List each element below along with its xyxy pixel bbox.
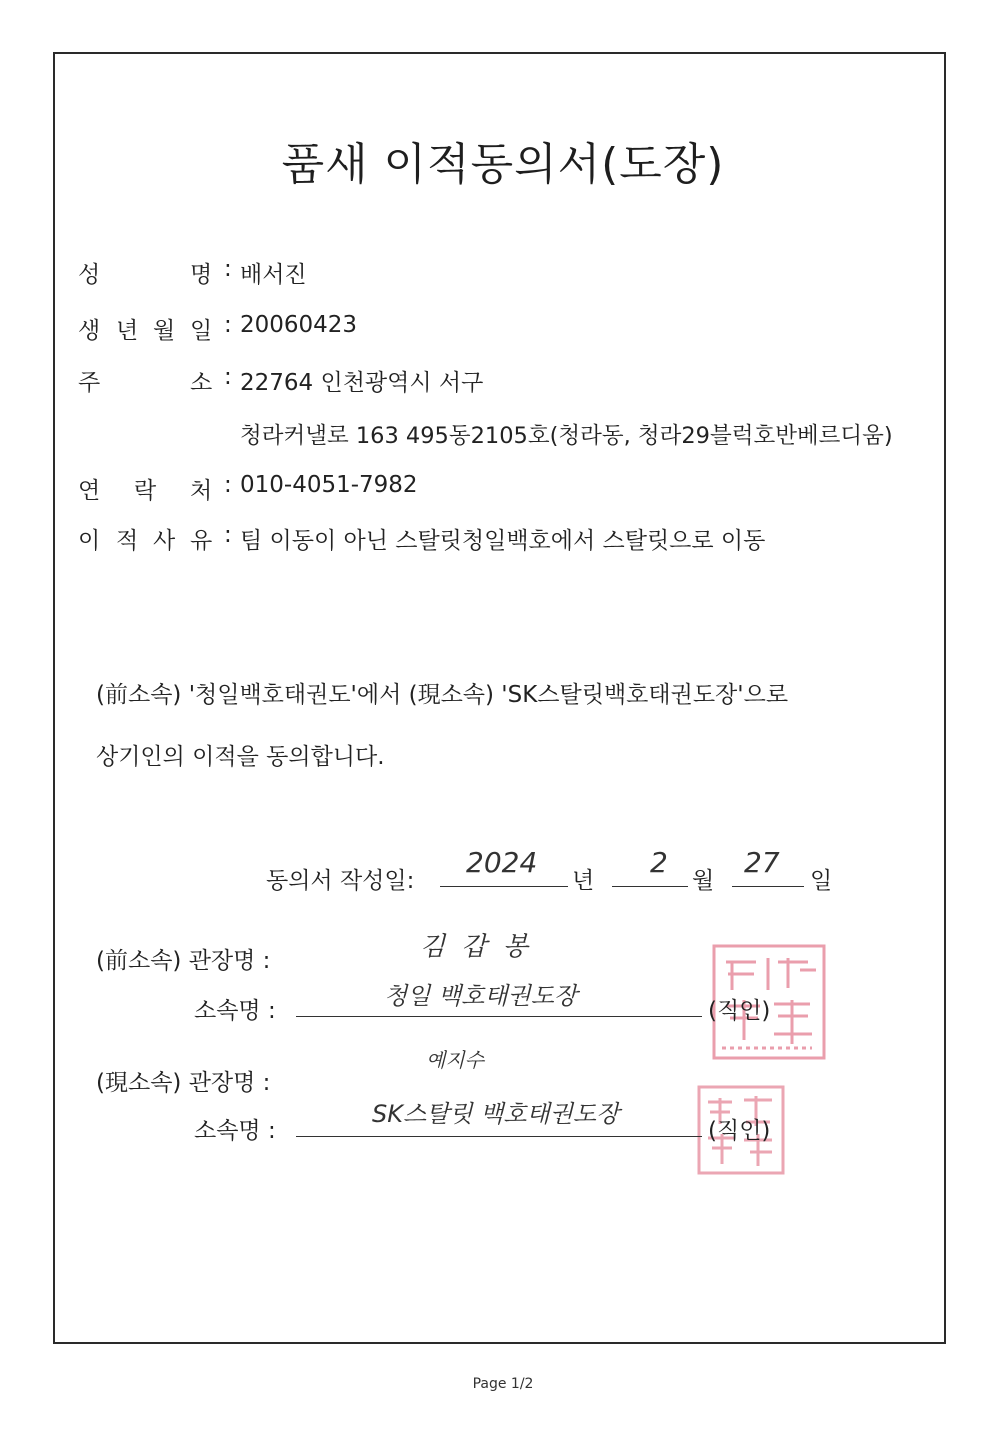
consent-line2: 상기인의 이적을 동의합니다. bbox=[96, 744, 385, 770]
month-unit: 월 bbox=[692, 868, 715, 894]
curr-director-signature: 예지수 bbox=[426, 1048, 484, 1072]
year-unit: 년 bbox=[572, 868, 595, 894]
field-label: 주 소 bbox=[78, 370, 213, 396]
date-year: 2024 bbox=[466, 846, 538, 879]
prev-org-label: 소속명 : bbox=[194, 998, 276, 1024]
date-day: 27 bbox=[744, 846, 780, 879]
address-value-line2: 청라커낼로 163 495동2105호(청라동, 청라29블럭호반베르디움) bbox=[240, 423, 893, 449]
document-title: 품새 이적동의서(도장) bbox=[281, 139, 725, 190]
curr-org-label: 소속명 : bbox=[194, 1118, 276, 1144]
name-value: 배서진 bbox=[240, 262, 307, 288]
year-underline bbox=[440, 886, 568, 887]
prev-seal-label: (직인) bbox=[708, 998, 771, 1024]
curr-seal-label: (직인) bbox=[708, 1118, 771, 1144]
prev-director-label: (前소속) 관장명 : bbox=[96, 948, 271, 974]
day-underline bbox=[732, 886, 804, 887]
curr-org-underline bbox=[296, 1136, 702, 1137]
prev-org-handwritten: 청일 백호태권도장 bbox=[384, 982, 578, 1010]
date-label: 동의서 작성일: bbox=[266, 868, 415, 894]
field-label: 생 년 월 일 bbox=[78, 318, 213, 344]
field-label: 이 적 사 유 bbox=[78, 528, 213, 554]
address-value-line1: 22764 인천광역시 서구 bbox=[240, 370, 484, 396]
consent-line1: (前소속) '청일백호태권도'에서 (現소속) 'SK스탈릿백호태권도장'으로 bbox=[96, 682, 789, 708]
curr-org-handwritten: SK스탈릿 백호태권도장 bbox=[372, 1100, 620, 1128]
contact-value: 010-4051-7982 bbox=[240, 472, 418, 498]
birth-value: 20060423 bbox=[240, 312, 358, 338]
month-underline bbox=[612, 886, 688, 887]
prev-director-signature: 김 갑 봉 bbox=[420, 932, 532, 962]
page-number: Page 1/2 bbox=[472, 1376, 534, 1392]
field-label: 연 락 처 bbox=[78, 478, 213, 504]
curr-director-label: (現소속) 관장명 : bbox=[96, 1070, 271, 1096]
day-unit: 일 bbox=[810, 868, 833, 894]
reason-value: 팀 이동이 아닌 스탈릿청일백호에서 스탈릿으로 이동 bbox=[240, 528, 766, 554]
field-label: 성 명 bbox=[78, 262, 213, 288]
prev-org-underline bbox=[296, 1016, 702, 1017]
date-month: 2 bbox=[650, 846, 668, 879]
